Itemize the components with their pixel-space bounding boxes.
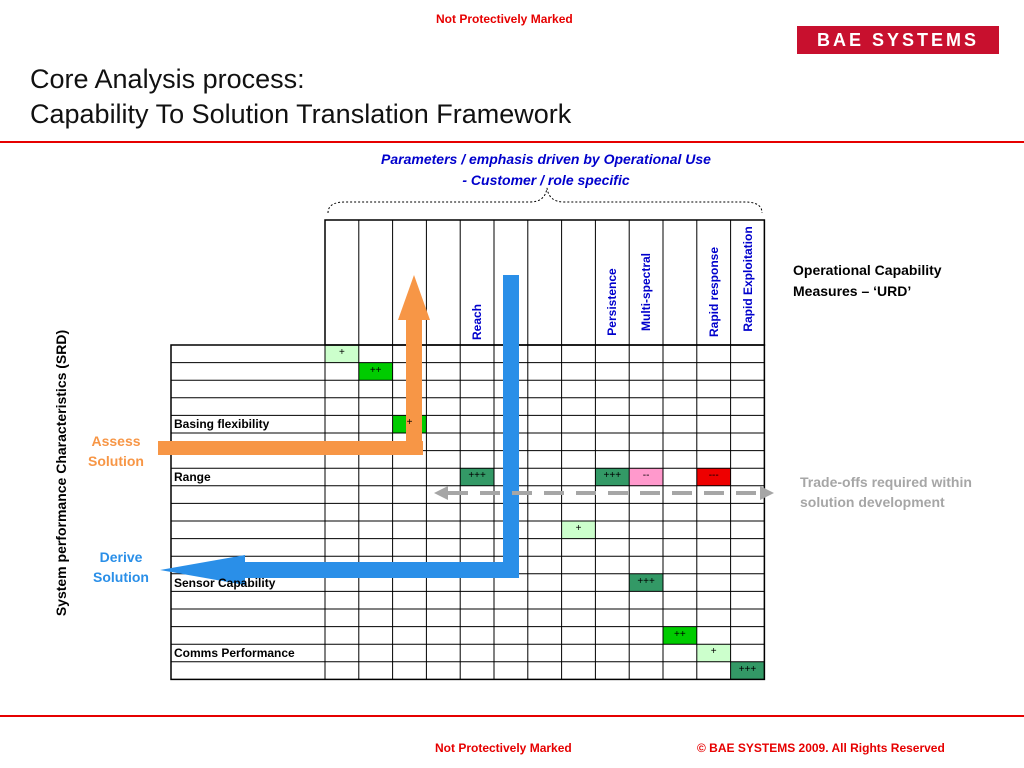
- title-line-2: Capability To Solution Translation Framework: [30, 99, 572, 129]
- parameters-note-line-2: - Customer / role specific: [462, 172, 630, 188]
- footer-divider: [0, 715, 1024, 717]
- derive-arrow-vertical: [503, 275, 519, 578]
- matrix-cell-value: +: [575, 523, 582, 534]
- assess-arrow-horizontal: [158, 441, 423, 455]
- derive-line-2: Solution: [93, 569, 149, 585]
- tradeoff-note: [800, 472, 972, 512]
- matrix-cell-value: --: [642, 470, 650, 482]
- column-label: Reach: [470, 304, 485, 341]
- protective-marking-footer: Not Protectively Marked: [435, 741, 572, 755]
- parameters-brace: [328, 188, 762, 213]
- title-line-1: Core Analysis process:: [30, 64, 305, 94]
- matrix-cell-value: ---: [708, 470, 719, 482]
- assess-arrow-vertical: [406, 318, 422, 455]
- matrix-header-border: [325, 220, 764, 345]
- matrix-cell-value: ++: [674, 628, 686, 640]
- tradeoff-arrowhead-left-icon: [434, 486, 448, 500]
- assess-line-1: Assess: [91, 433, 141, 449]
- srd-axis-label: System performance Characteristics (SRD): [53, 329, 69, 617]
- derive-arrow-horizontal: [240, 562, 519, 578]
- row-label: Basing flexibility: [174, 417, 270, 432]
- matrix-cell-value: +: [406, 417, 413, 429]
- derive-solution-label: [76, 547, 166, 587]
- matrix-cell-value: +++: [603, 470, 622, 482]
- matrix-cell-value: +++: [468, 470, 486, 482]
- ocm-line-1: Operational Capability: [793, 262, 942, 278]
- tradeoff-line-2: solution development: [800, 494, 945, 510]
- matrix-cell-value: ++: [369, 364, 382, 376]
- column-label: Rapid response: [706, 247, 721, 338]
- bae-systems-logo: BAE SYSTEMS: [797, 26, 999, 54]
- assess-arrowhead-icon: [398, 275, 430, 320]
- column-label: Persistence: [605, 268, 620, 336]
- matrix-cell-value: +++: [738, 663, 757, 675]
- column-label: Multi-spectral: [639, 253, 654, 332]
- row-label: Comms Performance: [174, 646, 295, 661]
- copyright: © BAE SYSTEMS 2009. All Rights Reserved: [697, 741, 945, 755]
- assess-solution-label: [76, 431, 156, 471]
- derive-line-1: Derive: [99, 549, 143, 565]
- matrix-cell-value: +: [710, 646, 717, 658]
- parameters-note-line-1: Parameters / emphasis driven by Operational Use: [381, 151, 711, 167]
- row-label: Sensor Capability: [174, 575, 276, 590]
- matrix-cell-value: +++: [637, 575, 655, 587]
- protective-marking-header: Not Protectively Marked: [436, 12, 573, 26]
- matrix-cell-value: +: [338, 347, 345, 358]
- column-label: Rapid Exploitation: [740, 226, 755, 332]
- tradeoff-arrowhead-right-icon: [760, 486, 774, 500]
- operational-capability-measures: [793, 260, 942, 302]
- ocm-line-2: Measures – ‘URD’: [793, 283, 912, 299]
- tradeoff-line-1: Trade-offs required within: [800, 474, 972, 490]
- assess-line-2: Solution: [88, 453, 144, 469]
- row-label: Range: [174, 470, 211, 485]
